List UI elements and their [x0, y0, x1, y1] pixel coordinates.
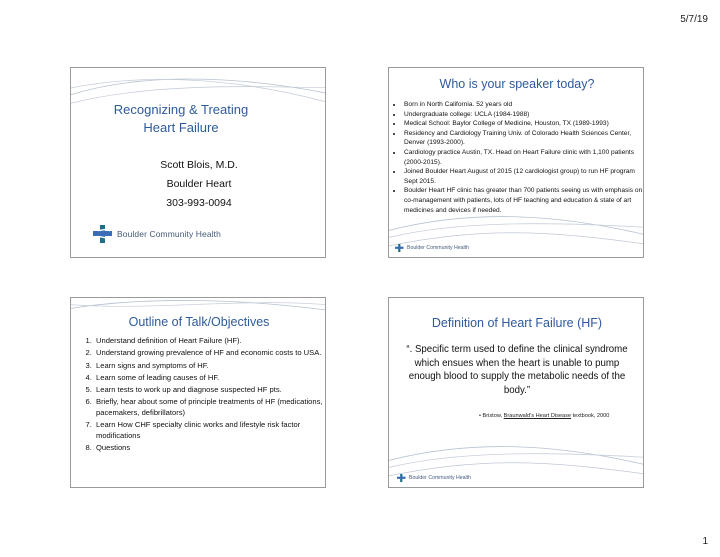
definition-quote: “. Specific term used to define the clinical syndrome which ensues when the heart is unable to pump enough blood to supply the metabolic needs of the body.”	[406, 344, 628, 396]
list-item: • Undergraduate college: UCLA (1984-1988)	[403, 110, 644, 120]
bullet-icon: •	[479, 413, 481, 419]
list-item: 7. Learn How CHF specialty clinic works and lifestyle risk factor modifications	[94, 420, 326, 441]
list-item: 1. Understand definition of Heart Failure (HF).	[94, 336, 326, 347]
print-date: 5/7/19	[680, 14, 708, 25]
bch-logo-icon	[397, 474, 406, 482]
citation-source: Braunwald’s Heart Disease	[503, 413, 572, 419]
presenter-phone: 303-993-0094	[166, 197, 232, 209]
list-item: 8. Questions	[94, 443, 326, 454]
presenter-name: Scott Blois, M.D.	[160, 159, 238, 171]
list-item: • Born in North California. 52 years old	[403, 100, 644, 110]
list-item: 6. Briefly, hear about some of principle treatments of HF (medications, pacemakers, defibrillators)	[94, 397, 326, 418]
objectives-list	[77, 336, 326, 456]
brand-logo	[395, 244, 469, 252]
brand-logo	[93, 225, 221, 243]
list-item: • Residency and Cardiology Training Univ. of Colorado Health Sciences Center, Denver (1993-2000).	[403, 129, 644, 148]
bch-logo-icon	[395, 244, 404, 252]
citation-prefix: Bristow,	[482, 413, 504, 419]
citation	[479, 413, 609, 419]
brand-logo-text: Boulder Community Health	[407, 245, 469, 251]
brand-logo-text: Boulder Community Health	[409, 475, 471, 481]
list-item: 4. Learn some of leading causes of HF.	[94, 373, 326, 384]
slide-definition	[388, 297, 644, 488]
presenter-block	[71, 156, 326, 213]
slide-speaker	[388, 67, 644, 258]
speaker-bullets	[395, 100, 644, 215]
list-item: 2. Understand growing prevalence of HF and economic costs to USA.	[94, 348, 326, 359]
list-item: • Joined Boulder Heart August of 2015 (12 cardiologist group) to run HF program Sept 2015.	[403, 167, 644, 186]
list-item: 5. Learn tests to work up and diagnose suspected HF pts.	[94, 385, 326, 396]
list-item: • Cardiology practice Austin, TX. Head on Heart Failure clinic with 1,100 patients (2000-2015).	[403, 148, 644, 167]
slide-title-text: Outline of Talk/Objectives	[128, 315, 270, 329]
slide-title	[70, 67, 326, 258]
slide-title-text: Definition of Heart Failure (HF)	[431, 316, 603, 330]
slide-outline	[70, 297, 326, 488]
brand-logo-text: Boulder Community Health	[117, 229, 221, 239]
slide-title-text	[101, 101, 261, 137]
presenter-organization: Boulder Heart	[166, 178, 232, 190]
citation-suffix: textbook, 2000	[571, 413, 610, 419]
list-item: 3. Learn signs and symptoms of HF.	[94, 361, 326, 372]
brand-logo	[397, 474, 471, 482]
title-line-1: Recognizing & Treating	[113, 102, 249, 117]
slide-title-text: Who is your speaker today?	[439, 77, 595, 91]
page-number: 1	[702, 536, 708, 547]
list-item: • Medical School: Baylor College of Medicine, Houston, TX (1989-1993)	[403, 119, 644, 129]
title-line-2: Heart Failure	[143, 120, 219, 135]
list-item: • Boulder Heart HF clinic has greater than 700 patients seeing us with emphasis on co-management with patients, lots of HF teaching and education & state of art medicines and devices if needed.	[403, 186, 644, 215]
bch-logo-icon	[93, 225, 113, 243]
